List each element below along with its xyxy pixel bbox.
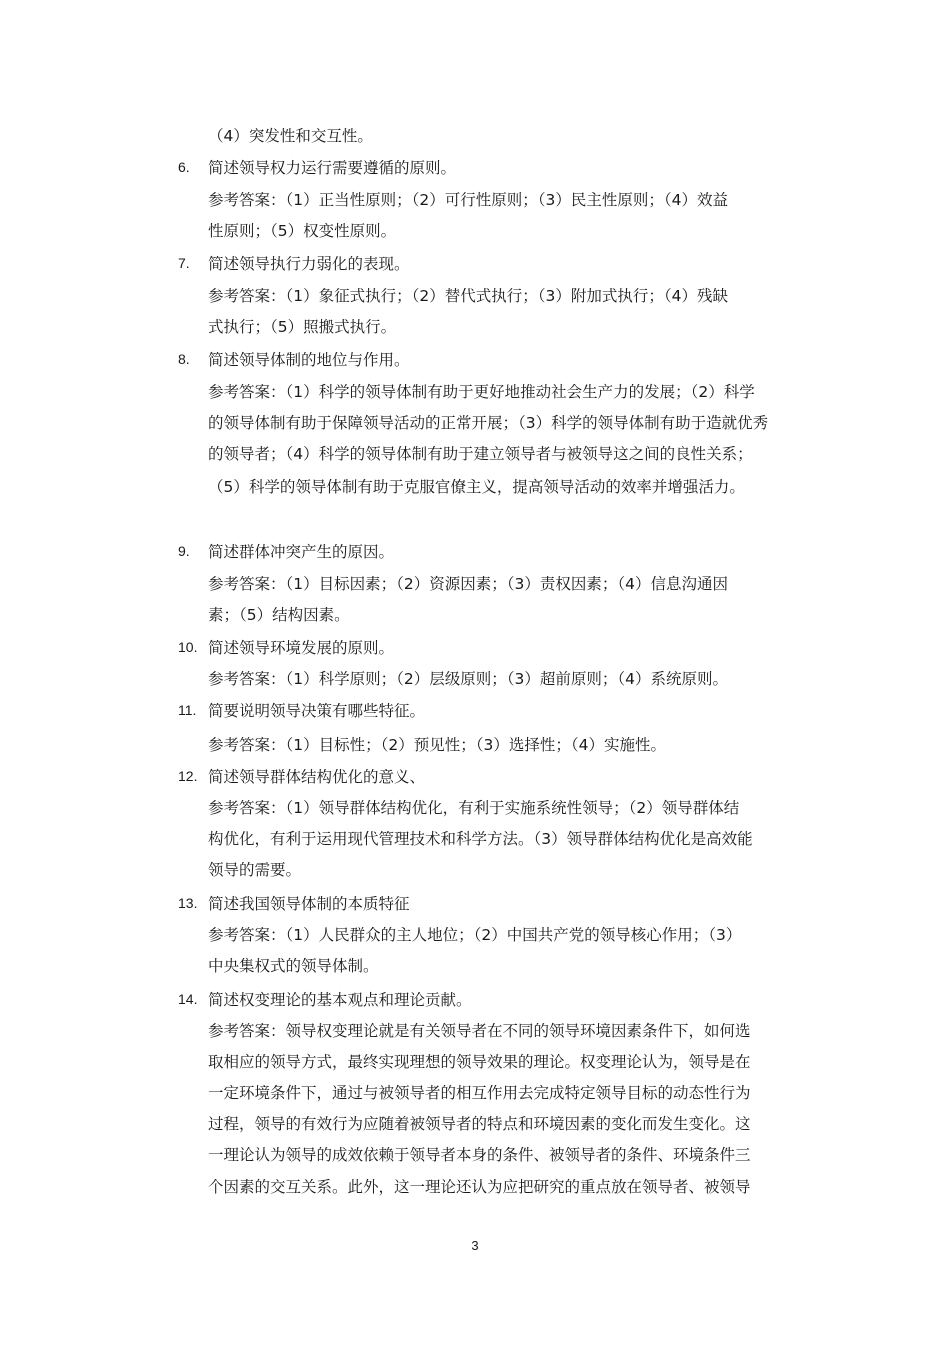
item-number: 11. (178, 702, 197, 718)
answer-line: 参考答案：（1）目标性；（2）预见性；（3）选择性；（4）实施性。 (208, 736, 666, 754)
question-text: 简述领导执行力弱化的表现。 (208, 255, 410, 273)
answer-line: 参考答案：（1）正当性原则；（2）可行性原则；（3）民主性原则；（4）效益 (208, 191, 728, 209)
answer-line: 参考答案：领导权变理论就是有关领导者在不同的领导环境因素条件下，如何选 (208, 1022, 751, 1040)
answer-line: 参考答案：（1）目标因素；（2）资源因素；（3）责权因素；（4）信息沟通因 (208, 575, 728, 593)
answer-line: 取相应的领导方式，最终实现理想的领导效果的理论。权变理论认为，领导是在 (208, 1053, 751, 1071)
answer-line: 一理论认为领导的成效依赖于领导者本身的条件、被领导者的条件、环境条件三 (208, 1146, 751, 1164)
item-number: 13. (178, 895, 198, 911)
item-number: 9. (178, 543, 190, 559)
answer-line: 参考答案：（1）科学的领导体制有助于更好地推动社会生产力的发展；（2）科学 (208, 383, 755, 401)
question-text: 简述群体冲突产生的原因。 (208, 543, 395, 561)
answer-line: 素；（5）结构因素。 (208, 606, 350, 624)
item-number: 8. (178, 351, 190, 367)
question-text: 简要说明领导决策有哪些特征。 (208, 702, 426, 720)
question-text: 简述权变理论的基本观点和理论贡献。 (208, 991, 472, 1009)
question-text: 简述领导群体结构优化的意义、 (208, 768, 426, 786)
answer-line: 参考答案：（1）象征式执行；（2）替代式执行；（3）附加式执行；（4）残缺 (208, 287, 728, 305)
answer-line: 参考答案：（1）人民群众的主人地位；（2）中国共产党的领导核心作用；（3） (208, 926, 742, 944)
answer-line: （5）科学的领导体制有助于克服官僚主义，提高领导活动的效率并增强活力。 (208, 478, 745, 496)
question-text: 简述我国领导体制的本质特征 (208, 895, 410, 913)
answer-line: 个因素的交互关系。此外，这一理论还认为应把研究的重点放在领导者、被领导 (208, 1178, 751, 1196)
answer-line: 一定环境条件下，通过与被领导者的相互作用去完成特定领导目标的动态性行为 (208, 1084, 751, 1102)
item-number: 7. (178, 255, 190, 271)
item-number: 14. (178, 991, 198, 1007)
item-number: 6. (178, 159, 190, 175)
answer-line: （4）突发性和交互性。 (208, 127, 373, 145)
question-text: 简述领导环境发展的原则。 (208, 639, 395, 657)
question-text: 简述领导权力运行需要遵循的原则。 (208, 159, 457, 177)
answer-line: 领导的需要。 (208, 861, 302, 879)
item-number: 10. (178, 639, 198, 655)
answer-line: 的领导者；（4）科学的领导体制有助于建立领导者与被领导这之间的良性关系； (208, 445, 753, 463)
answer-line: 构优化，有利于运用现代管理技术和科学方法。（3）领导群体结构优化是高效能 (208, 830, 753, 848)
question-text: 简述领导体制的地位与作用。 (208, 351, 410, 369)
answer-line: 的领导体制有助于保障领导活动的正常开展；（3）科学的领导体制有助于造就优秀 (208, 414, 769, 432)
answer-line: 参考答案：（1）领导群体结构优化，有利于实施系统性领导；（2）领导群体结 (208, 799, 740, 817)
answer-line: 参考答案：（1）科学原则；（2）层级原则；（3）超前原则；（4）系统原则。 (208, 670, 728, 688)
item-number: 12. (178, 768, 198, 784)
answer-line: 过程，领导的有效行为应随着被领导者的特点和环境因素的变化而发生变化。这 (208, 1115, 751, 1133)
answer-line: 性原则；（5）权变性原则。 (208, 222, 397, 240)
answer-line: 中央集权式的领导体制。 (208, 957, 379, 975)
page-number: 3 (471, 1238, 479, 1253)
answer-line: 式执行；（5）照搬式执行。 (208, 318, 397, 336)
